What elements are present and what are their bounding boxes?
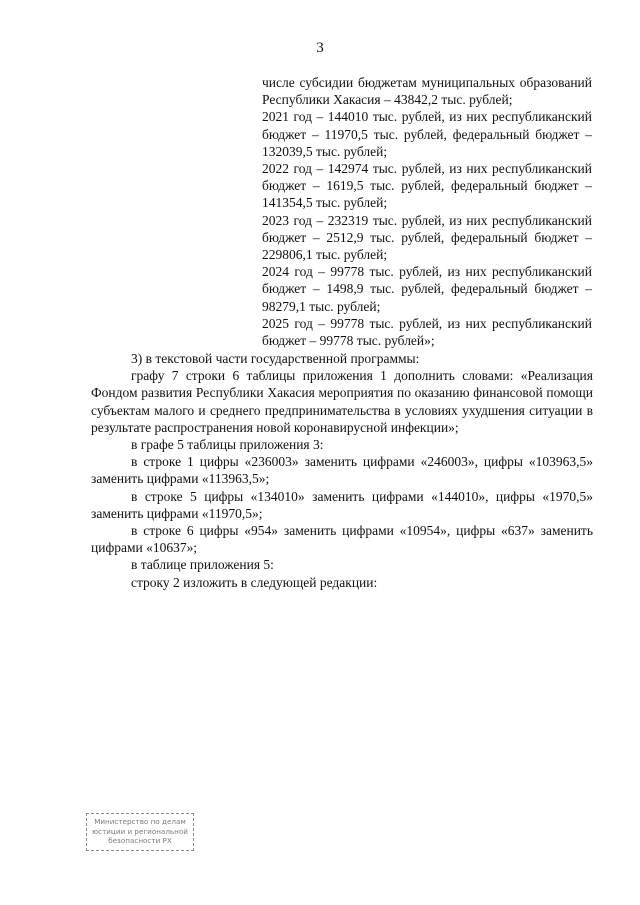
registration-stamp [86, 813, 194, 851]
paragraph: строку 2 изложить в следующей редакции: [131, 574, 378, 590]
document-body [91, 350, 593, 591]
stamp-line: юстиции и региональной [92, 826, 188, 836]
funding-line: числе субсидии бюджетам муниципальных образований Республики Хакасия – 43842,2 тыс. рублей; [262, 75, 592, 108]
paragraph: в строке 1 цифры «236003» заменить цифрами «246003», цифры «103963,5» заменить цифрами «113963,5»; [91, 454, 593, 487]
stamp-line: Министерство по делам [94, 817, 186, 826]
funding-line-2022: 2022 год – 142974 тыс. рублей, из них республиканский бюджет – 1619,5 тыс. рублей, федеральный бюджет – 141354,5 тыс. рублей; [262, 161, 592, 211]
funding-line-2023: 2023 год – 232319 тыс. рублей, из них республиканский бюджет – 2512,9 тыс. рублей, федеральный бюджет – 229806,1 тыс. рублей; [262, 212, 592, 263]
funding-line-2025: 2025 год – 99778 тыс. рублей, из них республиканский бюджет – 99778 тыс. рублей»; [262, 315, 592, 349]
paragraph: в строке 6 цифры «954» заменить цифрами «10954», цифры «637» заменить цифрами «10637»; [91, 523, 593, 556]
stamp-line: безопасности РХ [108, 836, 172, 846]
funding-line-2021: 2021 год – 144010 тыс. рублей, из них республиканский бюджет – 11970,5 тыс. рублей, федеральный бюджет – 132039,5 тыс. рублей; [262, 109, 592, 159]
paragraph: 3) в текстовой части государственной программы: [131, 351, 420, 366]
page-number: 3 [316, 40, 324, 56]
funding-line-2024: 2024 год – 99778 тыс. рублей, из них республиканский бюджет – 1498,9 тыс. рублей, федеральный бюджет – 98279,1 тыс. рублей; [262, 264, 592, 314]
funding-breakdown [262, 74, 592, 349]
paragraph: в строке 5 цифры «134010» заменить цифрами «144010», цифры «1970,5» заменить цифрами «11970,5»; [91, 488, 593, 521]
paragraph: графу 7 строки 6 таблицы приложения 1 дополнить словами: «Реализация Фондом развития Республики Хакасия мероприятия по оказанию финансовой помощи субъектам малого и среднего предпринимательства в условиях ухудшения ситуации в результате распространения новой коронавирусной инфекции»; [91, 368, 593, 435]
paragraph: в графе 5 таблицы приложения 3: [131, 437, 324, 453]
paragraph: в таблице приложения 5: [131, 557, 274, 573]
